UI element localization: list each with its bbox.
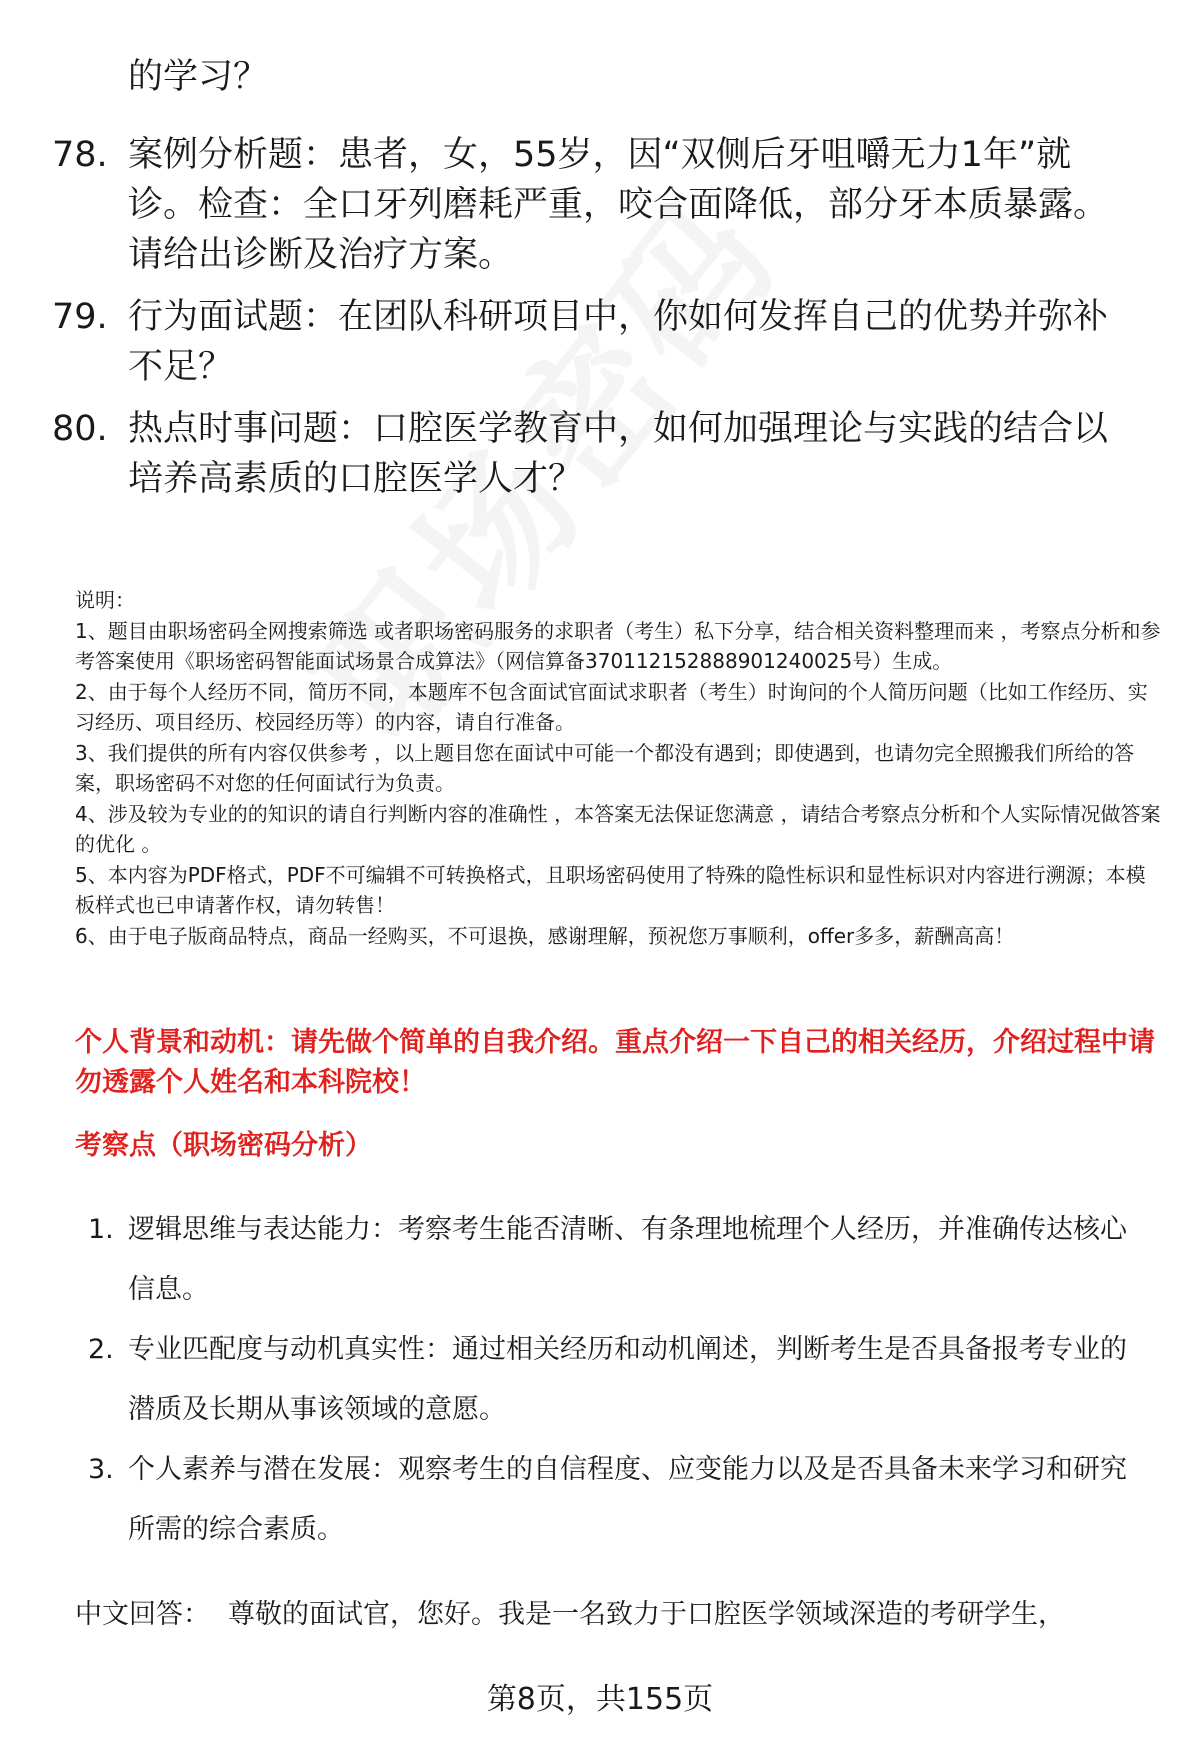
notes-item: 6、由于电子版商品特点，商品一经购买，不可退换，感谢理解，预祝您万事顺利，offer多多，薪酬高高！ [75, 923, 1015, 948]
notes-item: 1、题目由职场密码全网搜索筛选 或者职场密码服务的求职者（考生）私下分享，结合相关资料整理而来 ，考察点分析和参考答案使用《职场密码智能面试场景合成算法》（网信算备370112152888901240025号）生成。 [75, 618, 1161, 673]
notes-title: 说明： [75, 588, 135, 612]
notes-block [75, 585, 1165, 951]
question-item [52, 292, 1152, 392]
answer-label: 中文回答： [75, 1599, 210, 1630]
question-item [52, 404, 1152, 504]
notes-item: 3、我们提供的所有内容仅供参考 ，以上题目您在面试中可能一个都没有遇到；即使遇到，也请勿完全照搬我们所给的答案，职场密码不对您的任何面试行为负责。 [75, 740, 1135, 795]
analysis-point [88, 1440, 1168, 1560]
question-text: 案例分析题：患者，女，55岁，因“双侧后牙咀嚼无力1年”就诊。检查：全口牙列磨耗严重，咬合面降低，部分牙本质暴露。请给出诊断及治疗方案。 [128, 135, 1109, 275]
analysis-point [88, 1200, 1168, 1320]
notes-item: 4、涉及较为专业的的知识的请自行判断内容的准确性 ，本答案无法保证您满意 ，请结合考察点分析和个人实际情况做答案的优化 。 [75, 801, 1161, 856]
question-text: 热点时事问题：口腔医学教育中，如何加强理论与实践的结合以培养高素质的口腔医学人才？ [128, 409, 1109, 499]
page-footer: 第8页，共155页 [486, 1682, 714, 1717]
analysis-points [88, 1200, 1168, 1560]
notes-item: 5、本内容为PDF格式，PDF不可编辑不可转换格式，且职场密码使用了特殊的隐性标识和显性标识对内容进行溯源；本模板样式也已申请著作权，请勿转售！ [75, 862, 1146, 917]
question-text: 行为面试题：在团队科研项目中，你如何发挥自己的优势并弥补不足？ [128, 297, 1109, 387]
point-text: 个人素养与潜在发展：观察考生的自信程度、应变能力以及是否具备未来学习和研究所需的综合素质。 [128, 1454, 1127, 1545]
question-number: 80. [52, 409, 108, 449]
point-number: 1. [88, 1214, 114, 1245]
analysis-point [88, 1320, 1168, 1440]
analysis-heading: 考察点（职场密码分析） [75, 1130, 372, 1161]
point-text: 逻辑思维与表达能力：考察考生能否清晰、有条理地梳理个人经历，并准确传达核心信息。 [128, 1214, 1127, 1305]
point-number: 2. [88, 1334, 114, 1365]
question-number: 78. [52, 135, 108, 175]
answer-line [75, 1595, 1175, 1635]
point-number: 3. [88, 1454, 114, 1485]
section-heading: 个人背景和动机：请先做个简单的自我介绍。重点介绍一下自己的相关经历，介绍过程中请勿透露个人姓名和本科院校！ [75, 1027, 1155, 1098]
question-continuation: 的学习？ [128, 57, 269, 97]
question-item [52, 130, 1152, 280]
answer-text: 尊敬的面试官，您好。我是一名致力于口腔医学领域深造的考研学生， [228, 1599, 1065, 1630]
notes-item: 2、由于每个人经历不同，简历不同，本题库不包含面试官面试求职者（考生）时询问的个人简历问题（比如工作经历、实习经历、项目经历、校园经历等）的内容，请自行准备。 [75, 679, 1148, 734]
point-text: 专业匹配度与动机真实性：通过相关经历和动机阐述，判断考生是否具备报考专业的潜质及长期从事该领域的意愿。 [128, 1334, 1127, 1425]
question-number: 79. [52, 297, 108, 337]
